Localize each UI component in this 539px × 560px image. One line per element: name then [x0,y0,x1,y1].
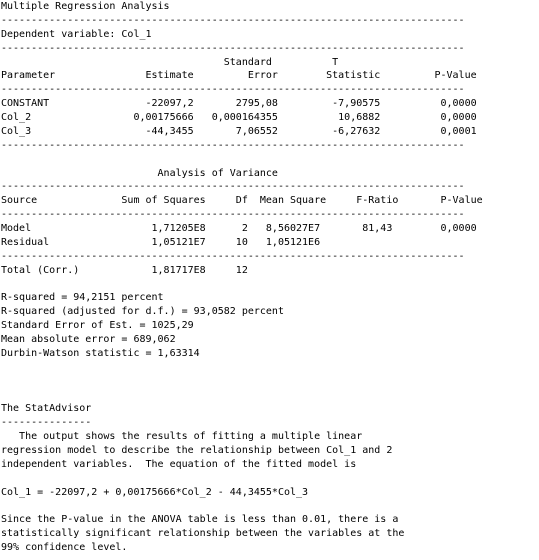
output-line: ----------------------------------------------------------------------------- [1,181,465,193]
output-line: Analysis of Variance [1,167,278,179]
output-line: Residual 1,05121E7 10 1,05121E6 [1,236,321,248]
output-line [1,153,483,167]
output-line: regression model to describe the relationship between Col_1 and 2 [1,445,393,456]
output-line: ----------------------------------------------------------------------------- [1,250,465,262]
output-line: Standard T [1,56,339,68]
output-line: R-squared (adjusted for d.f.) = 93,0582 percent [1,306,284,318]
output-line [1,361,483,375]
output-line: R-squared = 94,2151 percent [1,292,164,304]
output-line: --------------- [1,417,92,429]
output-line [1,472,483,486]
output-line: Multiple Regression Analysis [1,1,170,12]
regression-output-text [1,0,483,555]
output-line: ----------------------------------------------------------------------------- [1,209,465,221]
output-line: independent variables. The equation of the fitted model is [1,458,357,470]
output-line: Since the P-value in the ANOVA table is less than 0.01, there is a [1,514,399,526]
output-line [1,389,483,403]
output-line: Col_1 = -22097,2 + 0,00175666*Col_2 - 44,3455*Col_3 [1,486,309,498]
output-line: Parameter Estimate Error Statistic P-Value [1,70,477,82]
output-line: Col_2 0,00175666 0,000164355 10,6882 0,0000 [1,112,477,123]
output-line: ----------------------------------------------------------------------------- [1,84,465,96]
output-line: Dependent variable: Col_1 [1,28,152,40]
output-line: statistically significant relationship between the variables at the [1,528,405,540]
output-line: CONSTANT -22097,2 2795,08 -7,90575 0,0000 [1,98,477,110]
output-line: Mean absolute error = 689,062 [1,334,176,345]
output-line: Durbin-Watson statistic = 1,63314 [1,347,200,359]
output-line: Model 1,71205E8 2 8,56027E7 81,43 0,0000 [1,223,477,234]
output-line [1,375,483,389]
output-line: The StatAdvisor [1,403,92,415]
output-line: ----------------------------------------------------------------------------- [1,42,465,54]
output-line: Col_3 -44,3455 7,06552 -6,27632 0,0001 [1,125,477,137]
output-line [1,278,483,292]
output-line: The output shows the results of fitting a multiple linear [1,431,363,443]
output-line: Standard Error of Est. = 1025,29 [1,320,194,332]
output-line: Total (Corr.) 1,81717E8 12 [1,264,248,276]
output-line: ----------------------------------------------------------------------------- [1,14,465,26]
output-line: 99% confidence level. [1,542,128,554]
output-line: ----------------------------------------------------------------------------- [1,139,465,151]
output-line: Source Sum of Squares Df Mean Square F-Ratio P-Value [1,195,483,207]
output-line [1,500,483,514]
